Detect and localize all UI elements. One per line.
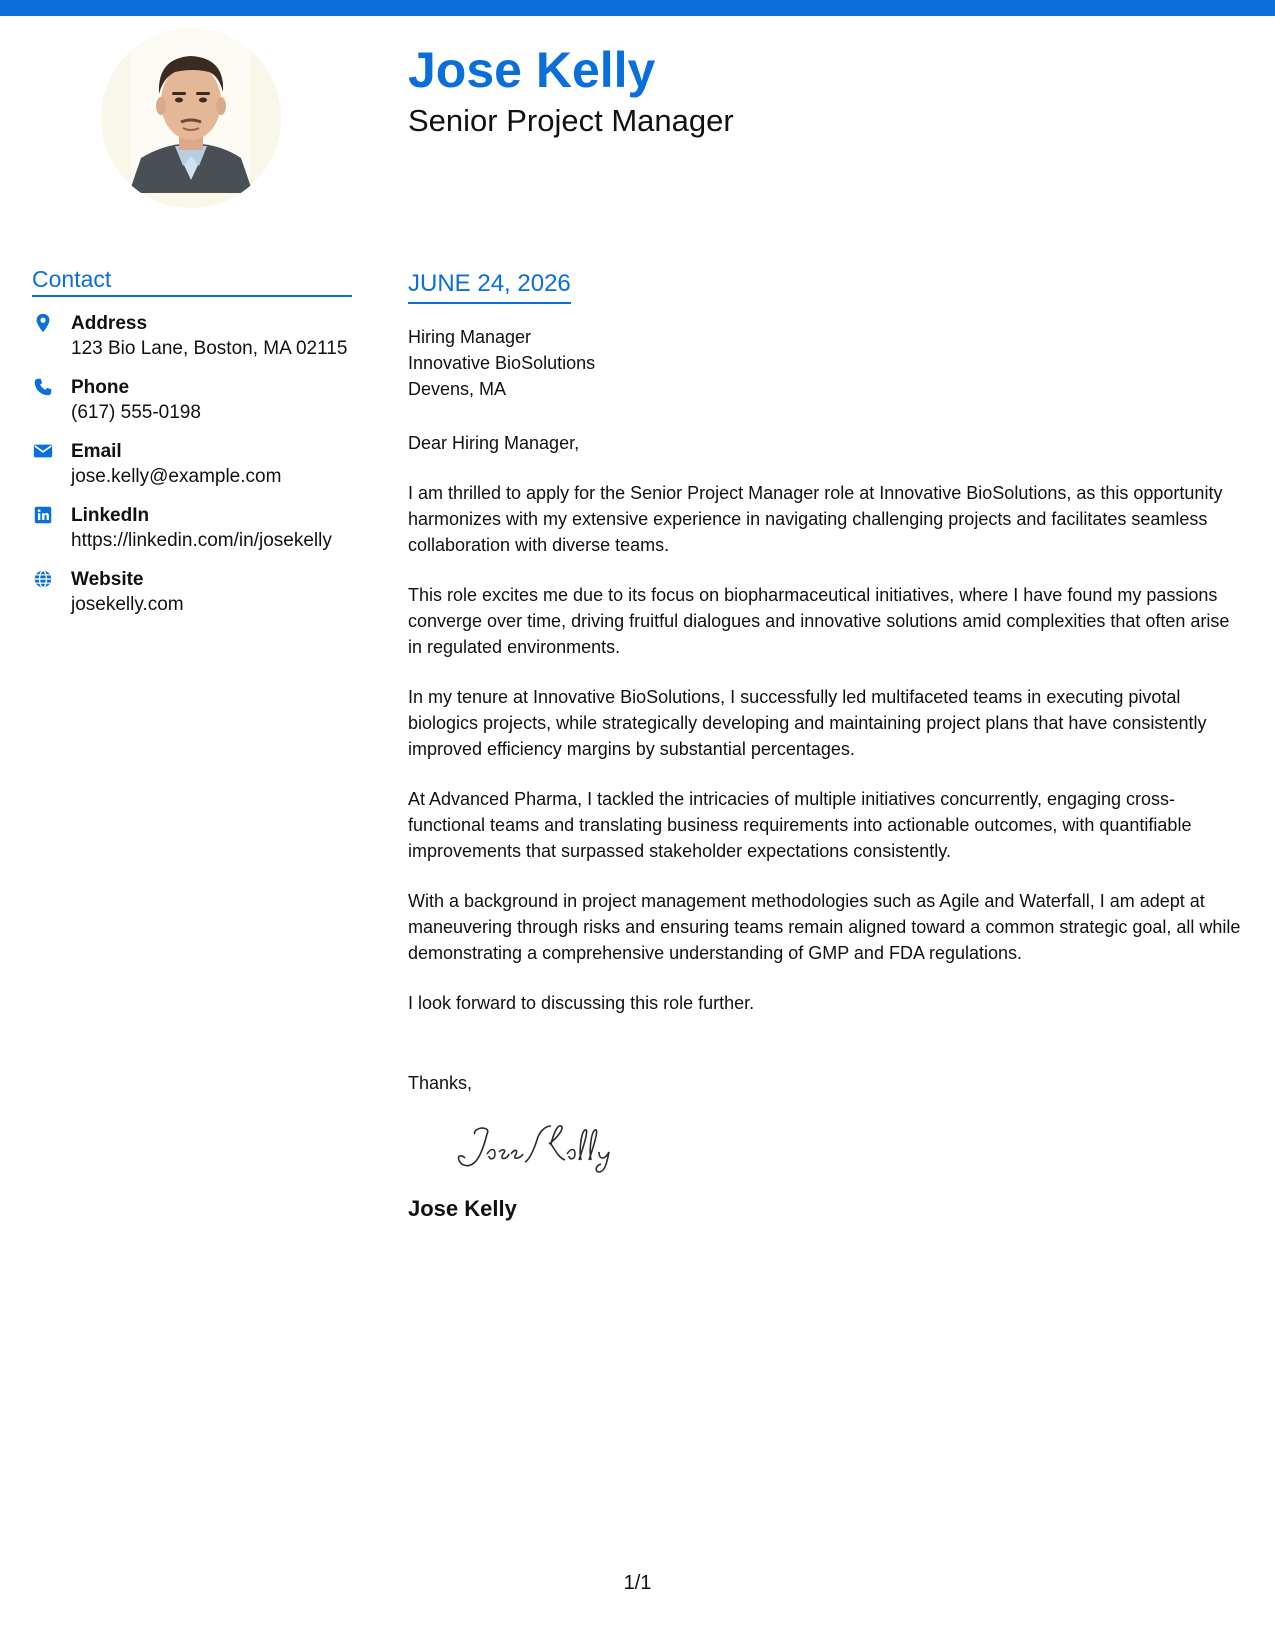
- globe-icon: [32, 568, 54, 590]
- letter-paragraph: At Advanced Pharma, I tackled the intricacies of multiple initiatives concurrently, engaging cross-functional teams and translating business requirements into actionable outcomes, with quantifiable improvements that surpassed stakeholder expectations consistently.: [408, 789, 1192, 861]
- letter-body: [408, 270, 1248, 1222]
- contact-label: LinkedIn: [71, 505, 150, 526]
- letter-paragraph: With a background in project management methodologies such as Agile and Waterfall, I am adept at maneuvering through risks and ensuring teams remain aligned toward a common strategic goal, all while demonstrating a comprehensive understanding of GMP and FDA regulations.: [408, 891, 1241, 963]
- handwritten-signature: [453, 1116, 633, 1176]
- phone-value: (617) 555-0198: [71, 402, 201, 423]
- contact-label: Website: [71, 569, 144, 590]
- contact-item-email: [32, 439, 352, 489]
- contact-label: Address: [71, 313, 148, 334]
- contact-label: Email: [71, 441, 122, 462]
- letter-paragraph: In my tenure at Innovative BioSolutions, I successfully led multifaceted teams in executing pivotal biologics projects, while strategically developing and maintaining project plans that have consistently improved efficiency margins by substantial percentages.: [408, 687, 1207, 759]
- email-icon: [32, 440, 54, 462]
- recipient-line: Innovative BioSolutions: [408, 353, 596, 373]
- closing-line: I look forward to discussing this role further.: [408, 993, 755, 1013]
- contact-item-address: [32, 311, 352, 361]
- top-accent-bar: [0, 0, 1275, 16]
- contact-label: Phone: [71, 377, 130, 398]
- contact-sidebar: [32, 266, 352, 631]
- sign-off: Thanks,: [408, 1073, 473, 1093]
- linkedin-icon: [32, 504, 54, 526]
- letter-paragraph: This role excites me due to its focus on biopharmaceutical initiatives, where I have found my passions converge over time, driving fruitful dialogues and innovative solutions amid complexities that often arise in regulated environments.: [408, 585, 1230, 657]
- letter-paragraph: I am thrilled to apply for the Senior Project Manager role at Innovative BioSolutions, as this opportunity harmonizes with my extensive experience in navigating challenging projects and facilitates seamless collaboration with diverse teams.: [408, 483, 1223, 555]
- contact-item-phone: [32, 375, 352, 425]
- website-value[interactable]: josekelly.com: [71, 594, 184, 615]
- profile-photo: [101, 28, 281, 208]
- address-value: 123 Bio Lane, Boston, MA 02115: [71, 338, 348, 359]
- recipient-line: Devens, MA: [408, 379, 507, 399]
- linkedin-value[interactable]: https://linkedin.com/in/josekelly: [71, 530, 332, 551]
- phone-icon: [32, 376, 54, 398]
- recipient-block: [408, 324, 1248, 402]
- email-value[interactable]: jose.kelly@example.com: [71, 466, 282, 487]
- contact-item-linkedin: [32, 503, 352, 553]
- page-number: 1/1: [623, 1572, 652, 1594]
- location-pin-icon: [32, 312, 54, 334]
- salutation: Dear Hiring Manager,: [408, 433, 580, 453]
- job-title: Senior Project Manager: [408, 103, 734, 138]
- contact-heading: Contact: [32, 266, 352, 297]
- applicant-name: Jose Kelly: [408, 42, 656, 98]
- signed-name: Jose Kelly: [408, 1196, 517, 1221]
- letter-date: JUNE 24, 2026: [408, 270, 571, 304]
- recipient-line: Hiring Manager: [408, 327, 532, 347]
- contact-item-website: [32, 567, 352, 617]
